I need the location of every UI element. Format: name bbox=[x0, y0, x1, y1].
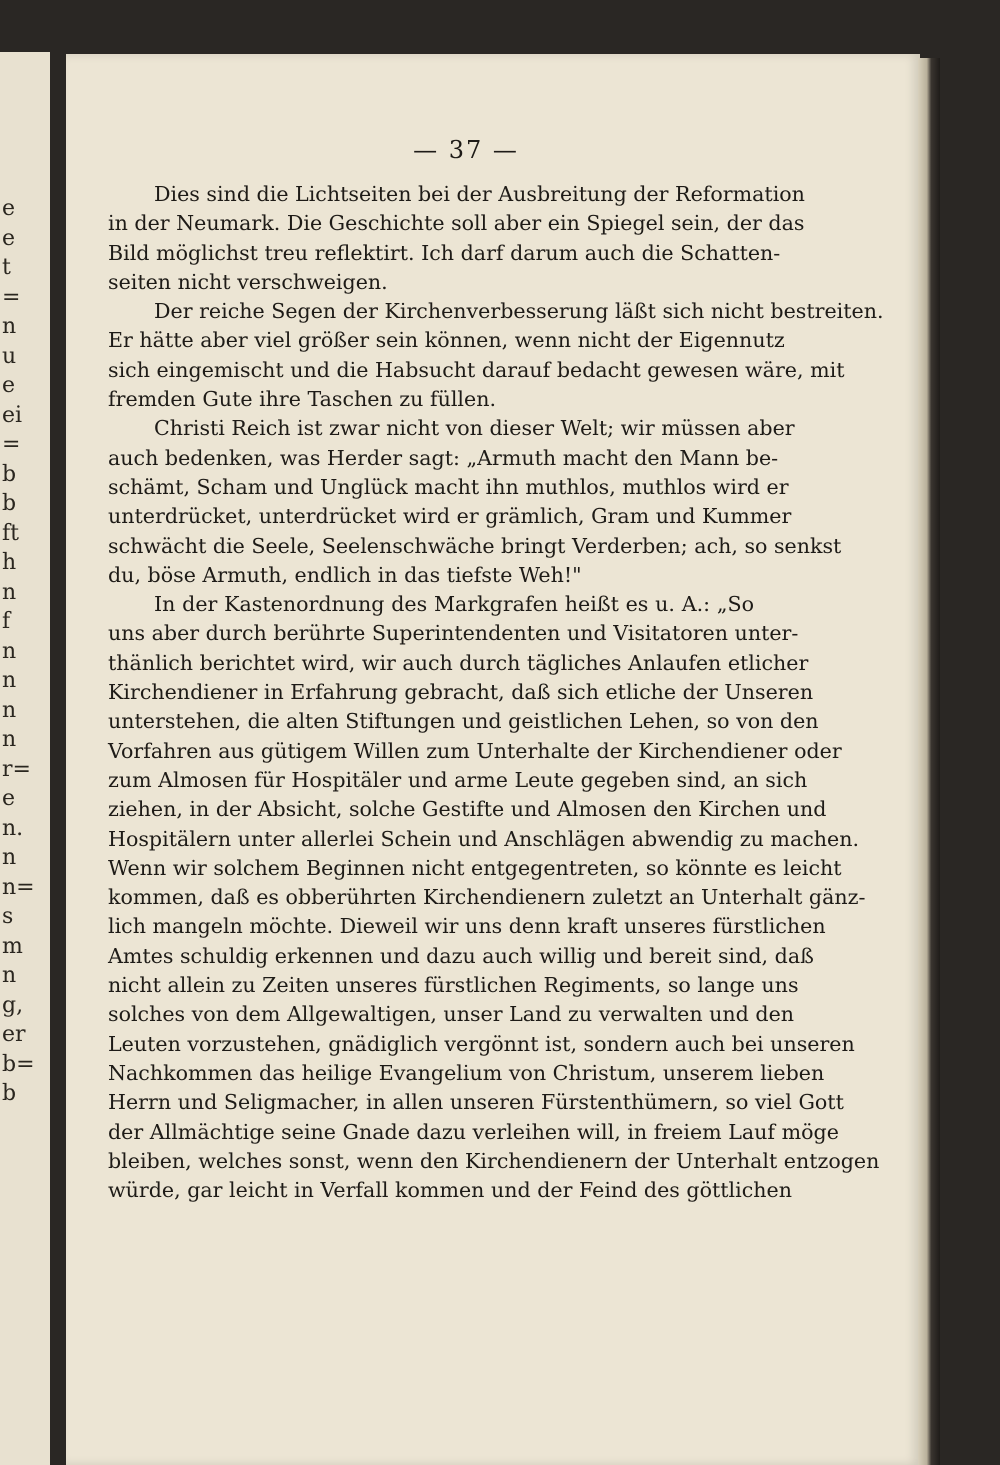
left-page-fragment: n= bbox=[2, 874, 35, 900]
text-line: Er hätte aber viel größer sein können, wenn nicht der Eigennutz bbox=[108, 328, 785, 353]
text-line: würde, gar leicht in Verfall kommen und der Feind des göttlichen bbox=[108, 1178, 792, 1203]
page-body-text bbox=[108, 180, 884, 1205]
text-line: bleiben, welches sonst, wenn den Kirchendienern der Unterhalt entzogen bbox=[108, 1148, 880, 1173]
book-page bbox=[66, 54, 920, 1465]
text-line: Amtes schuldig erkennen und dazu auch willig und bereit sind, daß bbox=[108, 943, 814, 968]
left-page-fragment: e bbox=[2, 786, 16, 811]
left-page-fragment: = bbox=[2, 432, 21, 457]
left-page-fragment: e bbox=[2, 225, 16, 251]
left-page-fragment: er bbox=[2, 1022, 26, 1047]
left-page-edge bbox=[0, 52, 50, 1465]
book-spine-edge bbox=[918, 58, 940, 1465]
text-line: du, böse Armuth, endlich in das tiefste Weh!" bbox=[108, 562, 582, 587]
left-page-fragment: s bbox=[2, 904, 14, 929]
text-line: der Allmächtige seine Gnade dazu verleihen will, in freiem Lauf möge bbox=[108, 1119, 839, 1144]
left-page-fragment: m bbox=[2, 933, 23, 959]
text-line: solches von dem Allgewaltigen, unser Land zu verwalten und den bbox=[108, 1002, 795, 1027]
text-line: unterdrücket, unterdrücket wird er grämlich, Gram und Kummer bbox=[108, 504, 792, 529]
left-page-fragment: n bbox=[2, 697, 17, 723]
text-line: Dies sind die Lichtseiten bei der Ausbreitung der Reformation bbox=[154, 182, 805, 206]
left-page-fragment: b bbox=[2, 491, 17, 516]
text-line: sich eingemischt und die Habsucht darauf bedacht gewesen wäre, mit bbox=[108, 357, 845, 382]
text-line: in der Neumark. Die Geschichte soll aber ein Spiegel sein, der das bbox=[108, 211, 805, 236]
left-page-fragment: e bbox=[2, 373, 16, 398]
left-page-fragment: g, bbox=[2, 992, 24, 1018]
text-line: unterstehen, die alten Stiftungen und geistlichen Lehen, so von den bbox=[108, 709, 819, 734]
text-line: Wenn wir solchem Beginnen nicht entgegentreten, so könnte es leicht bbox=[108, 855, 842, 880]
text-line: Der reiche Segen der Kirchenverbesserung läßt sich nicht bestreiten. bbox=[154, 299, 884, 324]
text-line: uns aber durch berührte Superintendenten und Visitatoren unter- bbox=[108, 621, 799, 646]
text-line: fremden Gute ihre Taschen zu füllen. bbox=[108, 387, 497, 412]
text-line: auch bedenken, was Herder sagt: „Armuth macht den Mann be- bbox=[108, 445, 779, 470]
left-page-fragment: t bbox=[2, 255, 11, 280]
text-line: lich mangeln möchte. Dieweil wir uns denn kraft unseres fürstlichen bbox=[108, 914, 826, 939]
text-line: Herrn und Seligmacher, in allen unseren Fürstenthümern, so viel Gott bbox=[108, 1090, 844, 1115]
left-page-fragment: n bbox=[2, 579, 17, 605]
left-page-fragment: b bbox=[2, 461, 17, 487]
left-page-fragment: u bbox=[2, 343, 17, 369]
left-page-fragment: n. bbox=[2, 815, 24, 841]
text-line: ziehen, in der Absicht, solche Gestifte und Almosen den Kirchen und bbox=[108, 797, 827, 822]
left-page-fragment: n bbox=[2, 314, 17, 339]
left-page-fragment: ft bbox=[2, 520, 19, 546]
left-page-fragment: n bbox=[2, 963, 17, 988]
text-line: In der Kastenordnung des Markgrafen heißt es u. A.: „So bbox=[154, 592, 754, 617]
left-page-fragment: n bbox=[2, 727, 17, 752]
text-line: nicht allein zu Zeiten unseres fürstlichen Regiments, so lange uns bbox=[108, 973, 799, 998]
text-line: Kirchendiener in Erfahrung gebracht, daß sich etliche der Unseren bbox=[108, 680, 814, 705]
left-page-fragment: b= bbox=[2, 1051, 35, 1077]
left-page-fragment: e bbox=[2, 196, 16, 221]
text-line: zum Almosen für Hospitäler und arme Leute gegeben sind, an sich bbox=[108, 767, 808, 792]
text-line: Bild möglichst treu reflektirt. Ich darf darum auch die Schatten- bbox=[108, 240, 781, 265]
left-page-fragment: n bbox=[2, 845, 17, 870]
text-line: schwächt die Seele, Seelenschwäche bringt Verderben; ach, so senkst bbox=[108, 533, 842, 558]
left-page-fragment: = bbox=[2, 284, 21, 310]
text-line: Hospitälern unter allerlei Schein und Anschlägen abwendig zu machen. bbox=[108, 826, 860, 851]
page-number: — 37 — bbox=[413, 136, 519, 164]
left-page-fragment: h bbox=[2, 550, 17, 575]
text-line: Christi Reich ist zwar nicht von dieser Welt; wir müssen aber bbox=[154, 416, 795, 441]
left-page-fragment: ei bbox=[2, 402, 23, 428]
left-page-fragment: n bbox=[2, 668, 17, 693]
text-line: Vorfahren aus gütigem Willen zum Unterhalte der Kirchendiener oder bbox=[108, 738, 842, 763]
text-line: Leuten vorzustehen, gnädiglich vergönnt ist, sondern auch bei unseren bbox=[108, 1031, 855, 1056]
left-page-fragment: r= bbox=[2, 756, 31, 782]
text-line: kommen, daß es obberührten Kirchendienern zuletzt an Unterhalt gänz- bbox=[108, 885, 866, 910]
left-page-fragment: n bbox=[2, 638, 17, 664]
text-line: schämt, Scham und Unglück macht ihn muthlos, muthlos wird er bbox=[108, 474, 789, 499]
text-line: Nachkommen das heilige Evangelium von Christum, unserem lieben bbox=[108, 1060, 825, 1085]
text-line: seiten nicht verschweigen. bbox=[108, 269, 388, 294]
left-page-fragment: f bbox=[2, 609, 11, 634]
left-page-fragment: b bbox=[2, 1081, 17, 1106]
text-line: thänlich berichtet wird, wir auch durch tägliches Anlaufen etlicher bbox=[108, 650, 809, 675]
